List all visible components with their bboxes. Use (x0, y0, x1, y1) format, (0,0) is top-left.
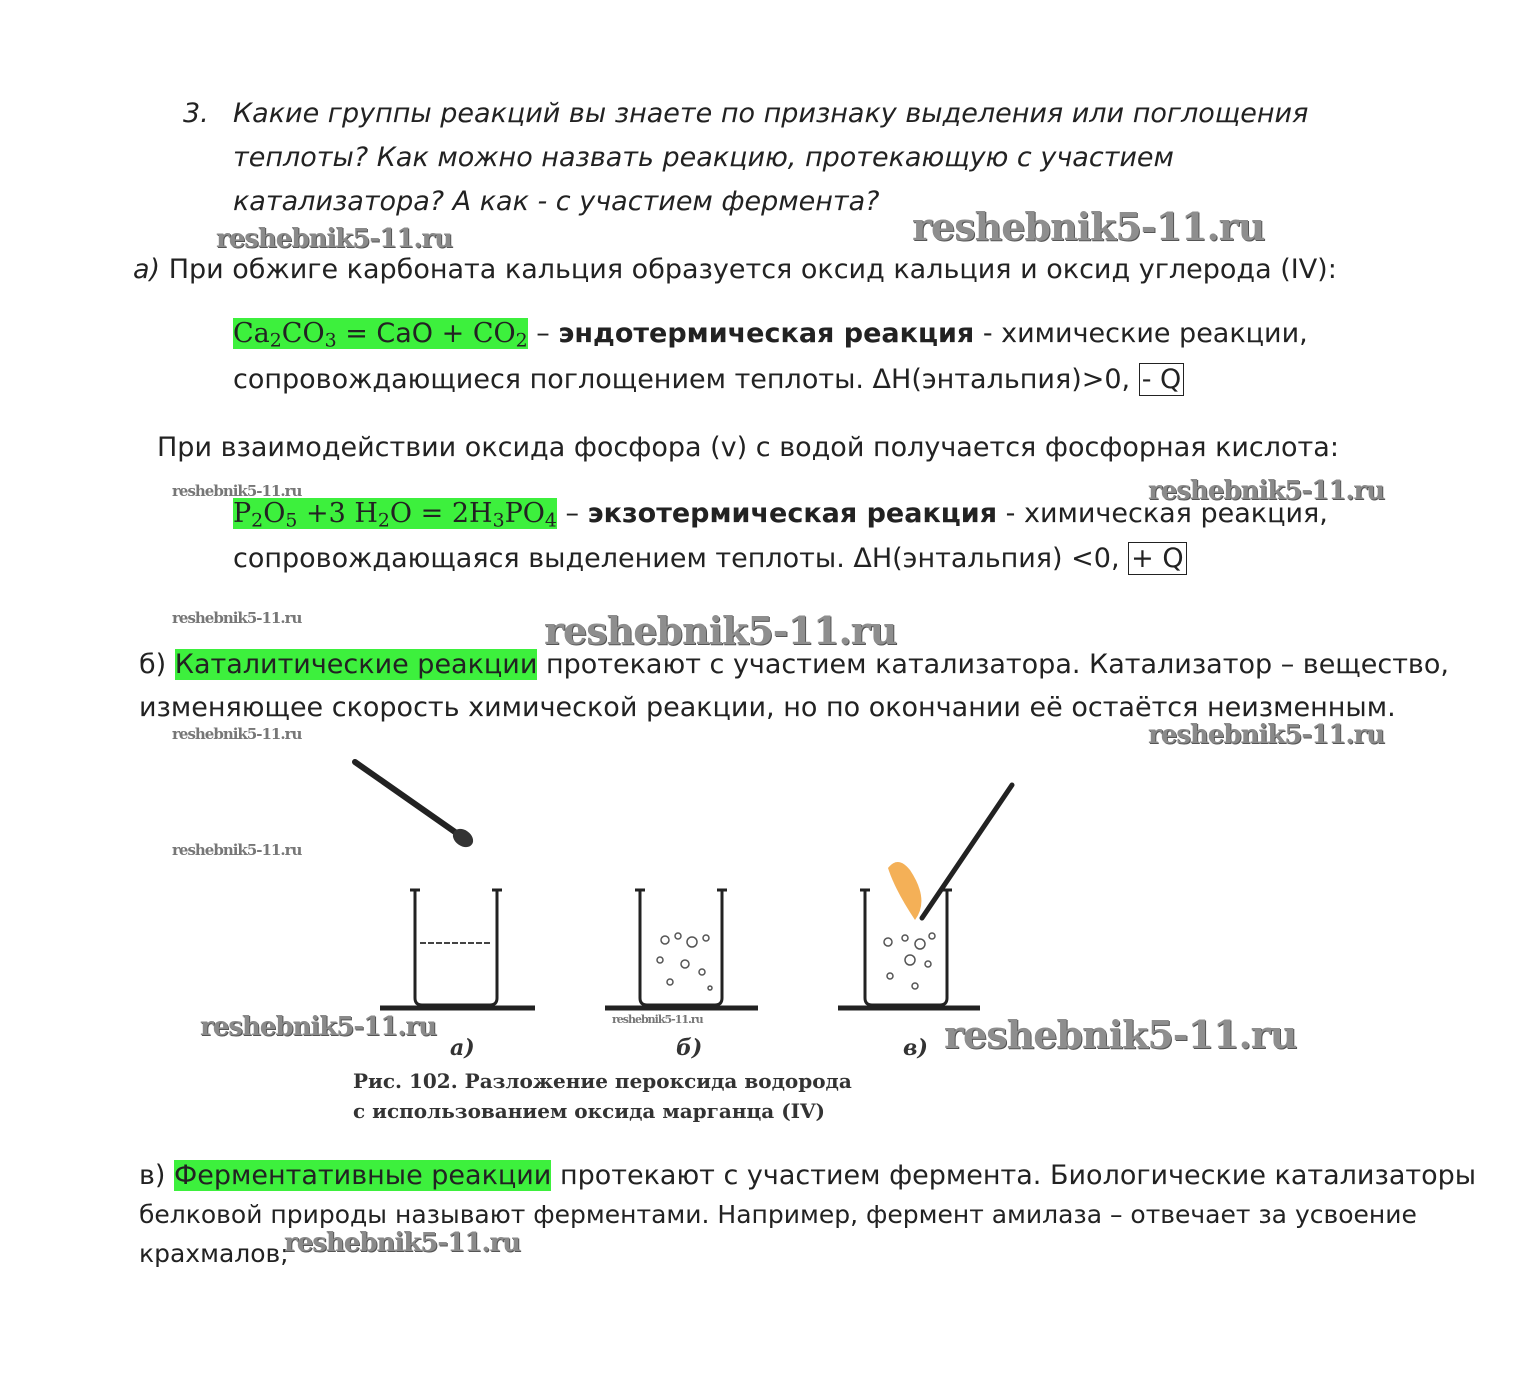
watermark: reshebnik5-11.ru (1148, 720, 1385, 750)
question-number: 3. (183, 98, 209, 129)
part-a-intro (133, 254, 1337, 285)
figure-label-b: б) (676, 1035, 703, 1061)
exothermic-term: экзотермическая реакция (587, 498, 998, 529)
question-line-1: Какие группы реакций вы знаете по признаку выделения или поглощения (233, 98, 1309, 129)
equation-1: $Ca_2CO_3$ = CaO + $CO_2$ (233, 318, 528, 352)
part-v-line-3: крахмалов; (139, 1239, 289, 1268)
watermark: reshebnik5-11.ru (172, 482, 302, 500)
beaker-a (380, 890, 535, 1008)
beaker-v (838, 785, 1012, 1008)
figure-label-v: в) (903, 1035, 928, 1061)
part-b-label: б) (139, 649, 175, 680)
watermark: reshebnik5-11.ru (944, 1012, 1297, 1057)
watermark: reshebnik5-11.ru (172, 609, 302, 627)
question-line-3: катализатора? А как - с участием фермента? (233, 186, 880, 217)
equation-2: $P_2O_5 +3$ $H_2O = 2H_3PO_4$ (233, 498, 557, 532)
watermark: reshebnik5-11.ru (284, 1228, 521, 1258)
watermark: reshebnik5-11.ru (216, 224, 453, 254)
part-v-label: в) (139, 1160, 175, 1191)
catalytic-term: Каталитические реакции (174, 649, 538, 680)
watermark: reshebnik5-11.ru (912, 204, 1265, 249)
question-line-2: теплоты? Как можно назвать реакцию, протекающую с участием (233, 142, 1174, 173)
watermark: reshebnik5-11.ru (200, 1012, 437, 1042)
part-v-line-1: в) Ферментативные реакции протекают с участием фермента. Биологические катализаторы (139, 1160, 1477, 1191)
equation-1-desc: сопровождающиеся поглощением теплоты. ΔH(энтальпия)>0, - Q (233, 364, 1184, 395)
figure-caption-1: Рис. 102. Разложение пероксида водорода (353, 1069, 852, 1093)
watermark: reshebnik5-11.ru (172, 725, 302, 743)
watermark: reshebnik5-11.ru (612, 1013, 703, 1026)
spoon-icon (355, 762, 477, 851)
minus-q-box: - Q (1139, 363, 1185, 396)
part-a-intro-text: При обжиге карбоната кальция образуется оксид кальция и оксид углерода (IV): (168, 254, 1337, 285)
part-a-label: а) (133, 254, 161, 285)
flame-icon (888, 862, 921, 920)
endothermic-term: эндотермическая реакция (558, 318, 975, 349)
figure-label-a: а) (450, 1035, 475, 1061)
enzymatic-term: Ферментативные реакции (174, 1160, 552, 1191)
watermark: reshebnik5-11.ru (544, 608, 897, 653)
part-b-line-1: б) Каталитические реакции протекают с участием катализатора. Катализатор – вещество, (139, 649, 1449, 680)
watermark: reshebnik5-11.ru (172, 841, 302, 859)
part-a-intro-2: При взаимодействии оксида фосфора (v) с водой получается фосфорная кислота: (157, 432, 1339, 463)
watermark: reshebnik5-11.ru (1148, 476, 1385, 506)
figure-caption-2: с использованием оксида марганца (IV) (353, 1099, 826, 1123)
equation-1-line: $Ca_2CO_3$ = CaO + $CO_2$ – эндотермическая реакция - химические реакции, (233, 318, 1308, 352)
part-b-line-2: изменяющее скорость химической реакции, но по окончании её остаётся неизменным. (139, 692, 1396, 723)
beaker-b (605, 890, 758, 1008)
beakers-figure (340, 750, 1040, 1030)
equation-2-desc: сопровождающаяся выделением теплоты. ΔH(энтальпия) <0, + Q (233, 543, 1187, 574)
equation-2-line: $P_2O_5 +3$ $H_2O = 2H_3PO_4$ – экзотермическая реакция - химическая реакция, (233, 498, 1328, 532)
part-v-line-2: белковой природы называют ферментами. Например, фермент амилаза – отвечает за усвоение (139, 1200, 1417, 1229)
plus-q-box: + Q (1128, 542, 1186, 575)
